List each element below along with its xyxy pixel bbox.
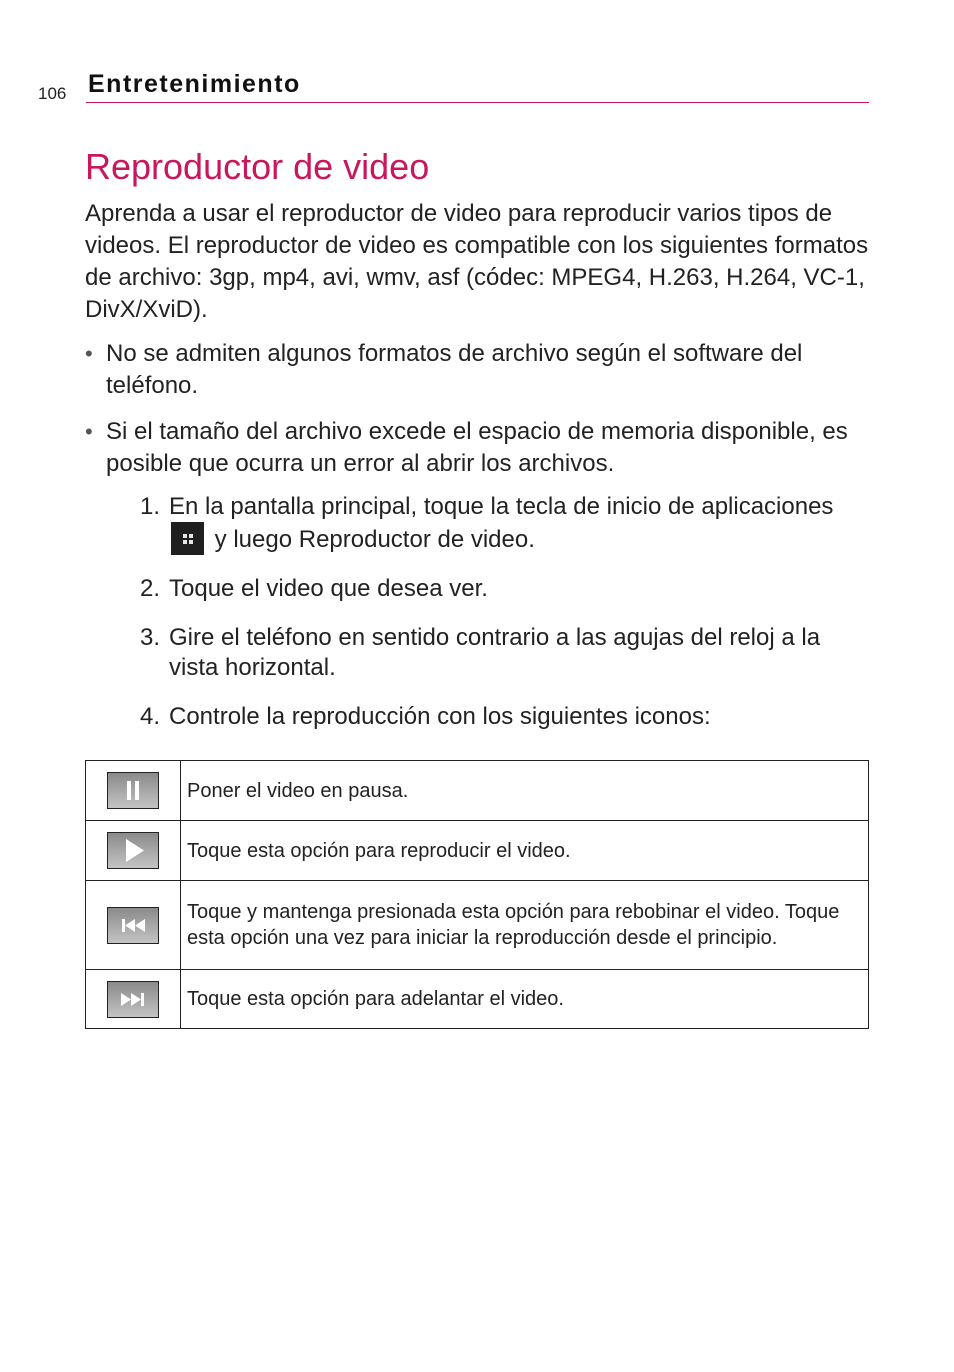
play-icon [107, 832, 159, 869]
description-cell: Poner el video en pausa. [181, 761, 869, 821]
step-text: Gire el teléfono en sentido contrario a las agujas del reloj a la vista horizontal. [169, 624, 821, 681]
steps-list [140, 492, 875, 751]
step-number: 2. [140, 575, 161, 602]
step-text: Toque el video que desea ver. [169, 575, 488, 602]
step-number: 4. [140, 703, 161, 730]
icon-cell [86, 761, 181, 821]
step-item [140, 574, 875, 604]
description-cell: Toque esta opción para reproducir el video. [181, 821, 869, 881]
section-header: Entretenimiento [88, 70, 301, 98]
page-number: 106 [38, 84, 67, 103]
description-cell: Toque y mantenga presionada esta opción para rebobinar el video. Toque esta opción una vez para iniciar la reproducción desde el principio. [181, 881, 869, 970]
step-item [140, 702, 875, 732]
note-item [85, 338, 885, 402]
step-app-name: Reproductor de video. [298, 526, 535, 553]
step-text: Controle la reproducción con los siguientes iconos: [169, 703, 711, 730]
table-row [86, 821, 869, 881]
table-row [86, 881, 869, 970]
step-number: 3. [140, 624, 161, 651]
pause-icon [107, 772, 159, 809]
table-row [86, 970, 869, 1029]
description-cell: Toque esta opción para adelantar el video. [181, 970, 869, 1029]
bullet-icon: • [85, 419, 93, 444]
page-title: Reproductor de video [85, 146, 430, 187]
note-item [85, 416, 885, 480]
icon-cell [86, 881, 181, 970]
intro-paragraph: Aprenda a usar el reproductor de video para reproducir varios tipos de videos. El reproductor de video es compatible con los siguientes formatos de archivo: 3gp, mp4, avi, wmv, asf (códec: MPEG4, H.263, H.264, VC-1, DivX/XviD). [85, 200, 869, 323]
note-text: Si el tamaño del archivo excede el espacio de memoria disponible, es posible que ocurra un error al abrir los archivos. [106, 418, 848, 477]
step-item [140, 623, 875, 683]
apps-key-icon [171, 522, 204, 555]
step-key-name: de inicio de aplicaciones [573, 493, 834, 520]
controls-table [85, 760, 869, 1029]
icon-cell [86, 970, 181, 1029]
step-text: En la pantalla principal, toque la tecla [169, 493, 574, 520]
notes-list [85, 338, 885, 494]
fast-forward-icon [107, 981, 159, 1018]
header-rule [86, 102, 869, 103]
rewind-icon [107, 907, 159, 944]
note-text: No se admiten algunos formatos de archivo según el software del teléfono. [106, 340, 803, 399]
table-row [86, 761, 869, 821]
step-item [140, 492, 875, 555]
icon-cell [86, 821, 181, 881]
step-number: 1. [140, 493, 161, 520]
bullet-icon: • [85, 341, 93, 366]
step-text: y luego [208, 526, 299, 553]
